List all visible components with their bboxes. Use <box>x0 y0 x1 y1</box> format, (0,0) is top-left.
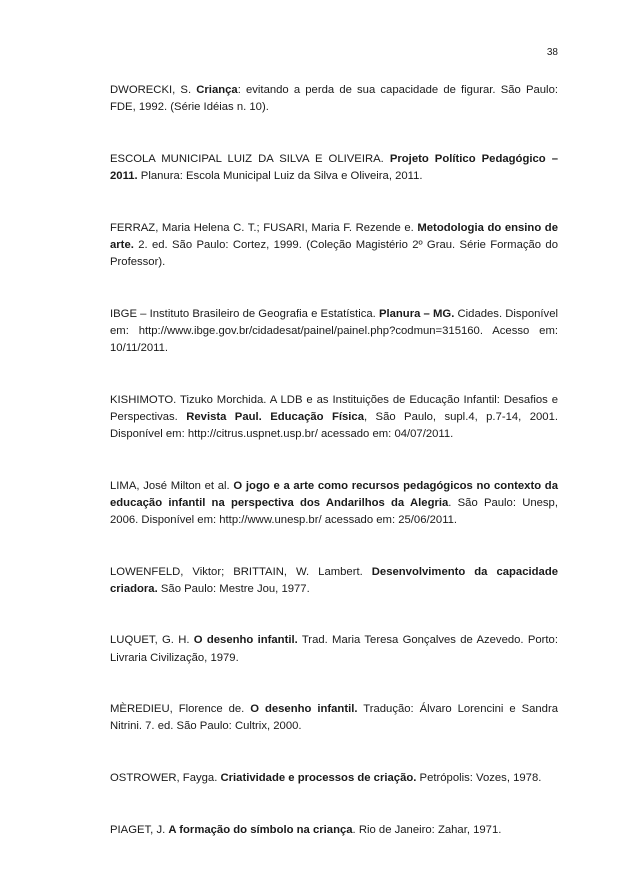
reference-text: 2. ed. São Paulo: Cortez, 1999. (Coleção Magistério 2º Grau. Série Formação do Professor). <box>110 238 558 268</box>
reference-title: Planura – MG. <box>378 307 455 320</box>
reference-title: Revista Paul. Educação Física <box>186 410 364 423</box>
reference-text: . São Paulo: Unesp, 2006. Disponível em: http://www.unesp.br/ acessado em: 25/06/2011. <box>110 496 558 526</box>
reference-entry <box>110 564 558 598</box>
reference-text: IBGE – Instituto Brasileiro de Geografia e Estatística. <box>110 307 379 320</box>
reference-title: Criança <box>196 84 238 96</box>
reference-title: A formação do símbolo na criança <box>168 823 353 836</box>
reference-text: São Paulo: Mestre Jou, 1977. <box>157 582 310 595</box>
reference-entry <box>110 478 558 530</box>
reference-text: FERRAZ, Maria Helena C. T.; FUSARI, Maria F. Rezende e. <box>110 221 418 234</box>
reference-entry <box>110 82 558 116</box>
reference-text: Cidades. Disponível em: http://www.ibge.gov.br/cidadesat/painel/painel.php?codmun=315160. Acesso em: 10/11/2011. <box>110 307 559 354</box>
reference-text: Tradução: Álvaro Lorencini e Sandra Nitrini. 7. ed. São Paulo: Cultrix, 2000. <box>110 703 559 733</box>
reference-entry <box>110 220 558 272</box>
page-number: 38 <box>546 47 558 58</box>
reference-title: Projeto Político Pedagógico – 2011. <box>110 152 558 182</box>
reference-text: Petrópolis: Vozes, 1978. <box>416 771 542 784</box>
reference-text: LIMA, José Milton et al. <box>110 479 234 492</box>
reference-text: OSTROWER, Fayga. <box>110 771 221 784</box>
reference-title: Criatividade e processos de criação. <box>220 771 417 784</box>
reference-list <box>110 82 558 873</box>
reference-text: PIAGET, J. <box>110 823 169 836</box>
reference-entry <box>110 632 558 666</box>
reference-text: ESCOLA MUNICIPAL LUIZ DA SILVA E OLIVEIRA. <box>110 152 390 165</box>
reference-title: Desenvolvimento da capacidade criadora. <box>110 565 558 595</box>
reference-text: DWORECKI, S. <box>110 84 197 96</box>
reference-text: , São Paulo, supl.4, p.7-14, 2001. Disponível em: http://citrus.uspnet.usp.br/ acessado em: 04/07/2011. <box>110 410 558 440</box>
reference-entry <box>110 392 558 444</box>
reference-text: Trad. Maria Teresa Gonçalves de Azevedo. Porto: Livraria Civilização, 1979. <box>110 634 558 664</box>
reference-title: O desenho infantil. <box>250 703 358 716</box>
reference-text: . Rio de Janeiro: Zahar, 1971. <box>352 823 502 836</box>
reference-entry <box>110 822 558 839</box>
reference-entry <box>110 306 558 358</box>
reference-title: O jogo e a arte como recursos pedagógicos no contexto da educação infantil na perspectiva dos Andarilhos da Alegria <box>110 479 558 509</box>
reference-text: LOWENFELD, Viktor; BRITTAIN, W. Lambert. <box>110 565 372 578</box>
reference-entry <box>110 151 558 185</box>
reference-entry <box>110 770 558 787</box>
reference-text: : evitando a perda de sua capacidade de figurar. São Paulo: FDE, 1992. (Série Idéias n. 10). <box>110 84 558 114</box>
reference-title: O desenho infantil. <box>193 634 298 647</box>
reference-text: Planura: Escola Municipal Luiz da Silva e Oliveira, 2011. <box>137 170 423 182</box>
reference-text: MÈREDIEU, Florence de. <box>110 703 251 716</box>
reference-text: LUQUET, G. H. <box>110 634 194 647</box>
reference-entry <box>110 701 558 735</box>
reference-title: Metodologia do ensino de arte. <box>110 221 558 251</box>
reference-text: KISHIMOTO. Tizuko Morchida. A LDB e as Instituições de Educação Infantil: Desafios e Perspectivas. <box>110 393 558 423</box>
